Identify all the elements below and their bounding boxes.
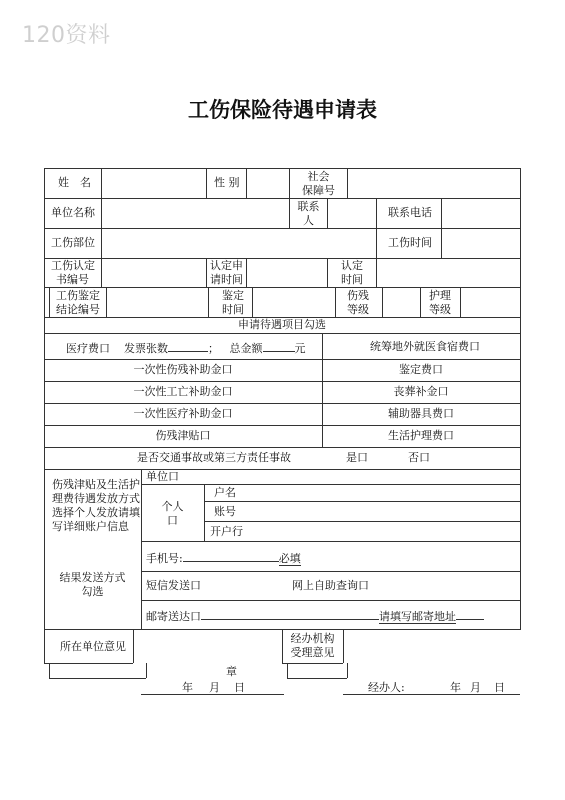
agency-opinion-1: 经办机构 <box>290 632 335 645</box>
label-recog-1: 认定 <box>341 259 363 272</box>
care-fee-option[interactable]: 生活护理费口 <box>388 429 454 442</box>
notify-desc-2: 勾选 <box>81 585 104 598</box>
mail-row <box>146 608 484 624</box>
label-unit-name: 单位名称 <box>51 206 95 219</box>
label-recog-2: 时间 <box>341 273 363 286</box>
medical-fee-label: 医疗费口 <box>66 342 110 355</box>
aids-fee-option[interactable]: 辅助器具费口 <box>388 407 454 420</box>
disability-subsidy-option[interactable]: 一次性伤残补助金口 <box>133 363 233 376</box>
label-name: 姓 名 <box>58 176 91 189</box>
death-subsidy-option[interactable]: 一次性工亡补助金口 <box>133 385 233 398</box>
date-year: 年 <box>182 681 193 694</box>
mobile-label: 手机号: <box>146 552 183 565</box>
label-social-security-1: 社会 <box>307 170 330 183</box>
mobile-row <box>146 550 301 566</box>
agency-opinion-2: 受理意见 <box>290 646 335 659</box>
personal-payment-option-1[interactable]: 个人 <box>161 500 184 513</box>
section-header: 申请待遇项目勾选 <box>238 318 326 331</box>
account-number-label: 账号 <box>214 505 236 518</box>
funeral-subsidy-option[interactable]: 丧葬补金口 <box>393 385 449 398</box>
mail-address-note: 请填写邮寄地址 <box>379 610 456 623</box>
personal-payment-option-2[interactable]: 口 <box>167 514 178 527</box>
label-apply-2: 请时间 <box>210 273 243 286</box>
label-cert-1: 工伤认定 <box>51 259 95 272</box>
online-query-option[interactable]: 网上自助查询口 <box>292 579 369 592</box>
required-note: 必填 <box>278 552 301 565</box>
payment-desc-4: 写详细账户信息 <box>52 520 129 533</box>
date-month: 月 <box>209 681 220 694</box>
medical-subsidy-option[interactable]: 一次性医疗补助金口 <box>133 407 233 420</box>
payment-desc-2: 理费待遇发放方式 <box>52 492 140 505</box>
separator: ； <box>208 342 219 355</box>
invoice-count-field[interactable] <box>168 340 208 352</box>
label-disability-2: 等级 <box>347 303 369 316</box>
label-social-security-2: 保障号 <box>302 184 335 197</box>
sms-option[interactable]: 短信发送口 <box>146 579 201 592</box>
label-appraisal-time-1: 鉴定 <box>222 289 244 302</box>
total-amount-label: 总金额 <box>229 342 263 355</box>
label-appraisal-1: 工伤鉴定 <box>56 289 100 302</box>
traffic-no-option[interactable]: 否口 <box>408 451 430 464</box>
label-injury-time: 工伤时间 <box>388 236 432 249</box>
handler-date-day: 日 <box>494 681 505 694</box>
bank-label: 开户行 <box>210 525 243 538</box>
handler-date-month: 月 <box>470 681 481 694</box>
handler-date-year: 年 <box>450 681 461 694</box>
label-phone: 联系电话 <box>388 206 432 219</box>
invoice-count-label: 发票张数 <box>124 342 168 355</box>
notify-desc-1: 结果发送方式 <box>59 571 126 584</box>
appraisal-fee-option[interactable]: 鉴定费口 <box>399 363 443 376</box>
label-injury-part: 工伤部位 <box>51 236 95 249</box>
mail-address-field[interactable] <box>201 608 379 620</box>
allowance-option[interactable]: 伤残津贴口 <box>155 429 211 442</box>
label-appraisal-time-2: 时间 <box>222 303 244 316</box>
label-cert-2: 书编号 <box>56 273 89 286</box>
label-contact-2: 人 <box>303 214 314 227</box>
label-care-1: 护理 <box>429 289 451 302</box>
date-day: 日 <box>234 681 245 694</box>
traffic-question: 是否交通事故或第三方责任事故 <box>137 451 291 464</box>
unit-opinion-label: 所在单位意见 <box>60 640 126 653</box>
watermark: 120资料 <box>22 23 111 48</box>
handler-label: 经办人: <box>368 681 405 694</box>
payment-desc-1: 伤残津贴及生活护 <box>52 478 140 491</box>
page-title: 工伤保险待遇申请表 <box>188 98 377 122</box>
label-contact-1: 联系 <box>297 200 320 213</box>
traffic-yes-option[interactable]: 是口 <box>346 451 368 464</box>
seal-label: 章 <box>226 665 237 678</box>
medical-fee-row[interactable] <box>66 340 306 356</box>
label-care-2: 等级 <box>429 303 451 316</box>
total-amount-field[interactable] <box>263 340 295 352</box>
label-disability-1: 伤残 <box>347 289 369 302</box>
mobile-field[interactable] <box>183 550 279 562</box>
payment-desc-3: 选择个人发放请填 <box>52 506 140 519</box>
mail-address-field-tail[interactable] <box>456 608 484 620</box>
travel-fee-option[interactable]: 统筹地外就医食宿费口 <box>370 340 480 353</box>
unit-payment-option[interactable]: 单位口 <box>146 470 179 483</box>
label-appraisal-2: 结论编号 <box>56 303 100 316</box>
currency-unit: 元 <box>294 342 306 355</box>
label-gender: 性 别 <box>214 176 240 189</box>
mail-option[interactable]: 邮寄送达口 <box>146 610 201 623</box>
label-apply-1: 认定申 <box>210 259 243 272</box>
account-name-label: 户名 <box>214 486 236 499</box>
